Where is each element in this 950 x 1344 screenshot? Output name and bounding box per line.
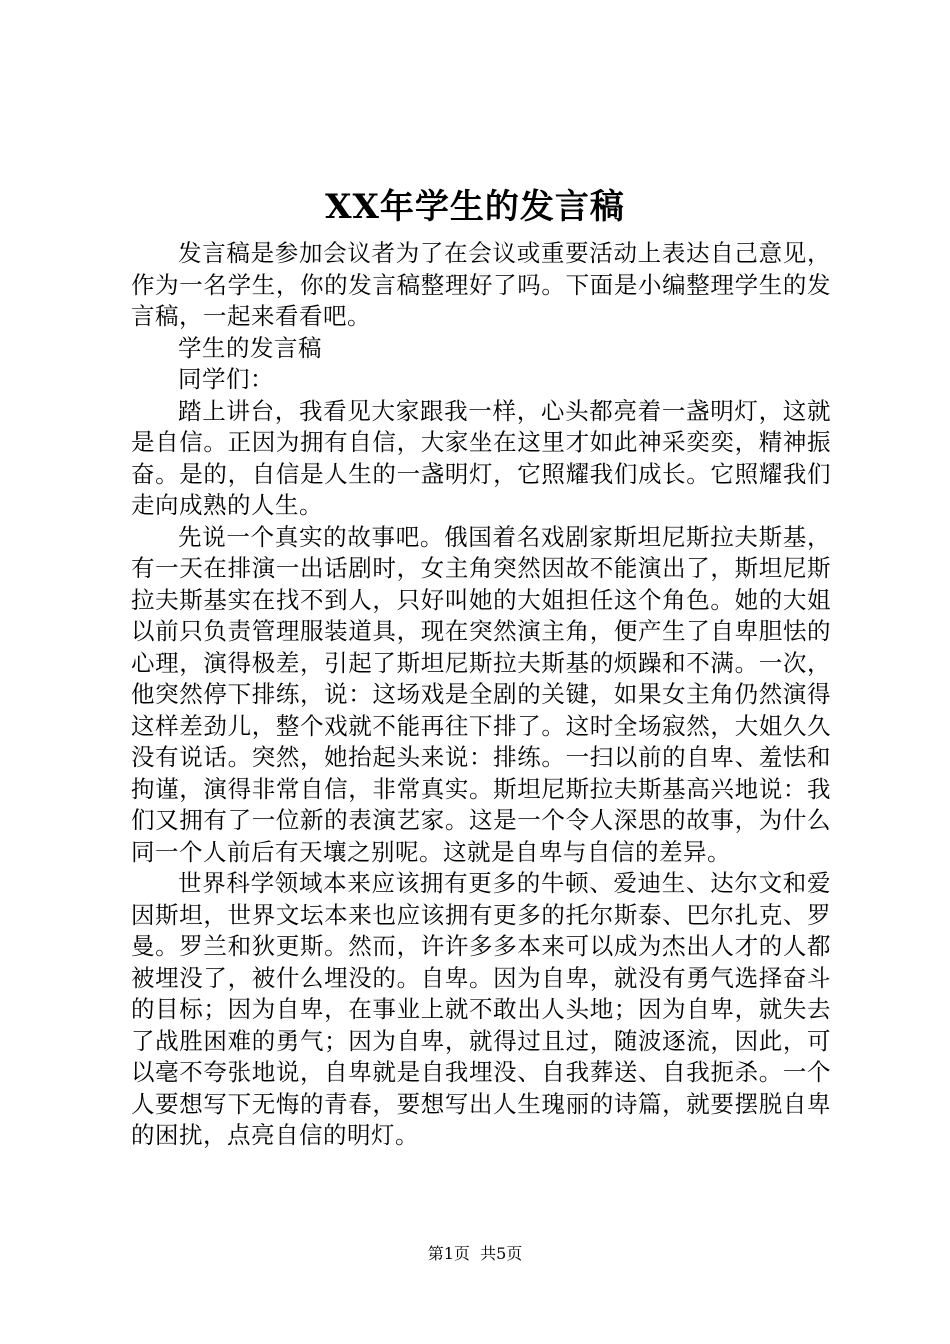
paragraph-body-2: 先说一个真实的故事吧。俄国着名戏剧家斯坦尼斯拉夫斯基，有一天在排演一出话剧时，女主角突然因故不能演出了，斯坦尼斯拉夫斯基实在找不到人，只好叫她的大姐担任这个角色。她的大姐以前只负责管理服装道具，现在突然演主角，便产生了自卑胆怯的心理，演得极差，引起了斯坦尼斯拉夫斯基的烦躁和不满。一次，他突然停下排练，说：这场戏是全剧的关键，如果女主角仍然演得这样差劲儿，整个戏就不能再往下排了。这时全场寂然，大姐久久没有说话。突然，她抬起头来说：排练。一扫以前的自卑、羞怯和拘谨，演得非常自信，非常真实。斯坦尼斯拉夫斯基高兴地说：我们又拥有了一位新的表演艺家。这是一个令人深思的故事，为什么同一个人前后有天壤之别呢。这就是自卑与自信的差异。 [131,522,831,866]
paragraph-body-1: 踏上讲台，我看见大家跟我一样，心头都亮着一盏明灯，这就是自信。正因为拥有自信，大家坐在这里才如此神采奕奕，精神振奋。是的，自信是人生的一盏明灯，它照耀我们成长。它照耀我们走向成熟的人生。 [131,396,831,519]
paragraph-intro: 发言稿是参加会议者为了在会议或重要活动上表达自己意见，作为一名学生，你的发言稿整理好了吗。下面是小编整理学生的发言稿，一起来看看吧。 [131,239,831,330]
paragraph-subtitle: 学生的发言稿 [178,333,322,362]
document-body [131,238,831,1152]
paragraph-body-3: 世界科学领域本来应该拥有更多的牛顿、爱迪生、达尔文和爱因斯坦，世界文坛本来也应该拥有更多的托尔斯泰、巴尔扎克、罗曼。罗兰和狄更斯。然而，许许多多本来可以成为杰出人才的人都被埋没了，被什么埋没的。自卑。因为自卑，就没有勇气选择奋斗的目标；因为自卑，在事业上就不敢出人头地；因为自卑，就失去了战胜困难的勇气；因为自卑，就得过且过，随波逐流，因此，可以毫不夸张地说，自卑就是自我埋没、自我葬送、自我扼杀。一个人要想写下无悔的青春，要想写出人生瑰丽的诗篇，就要摆脱自卑的困扰，点亮自信的明灯。 [131,869,831,1149]
page-total: 共5页 [480,1244,523,1263]
paragraph-salutation: 同学们： [178,365,274,393]
page-footer [0,1243,950,1265]
page-number: 第1页 [427,1244,470,1263]
document-title: XX年学生的发言稿 [325,187,625,227]
